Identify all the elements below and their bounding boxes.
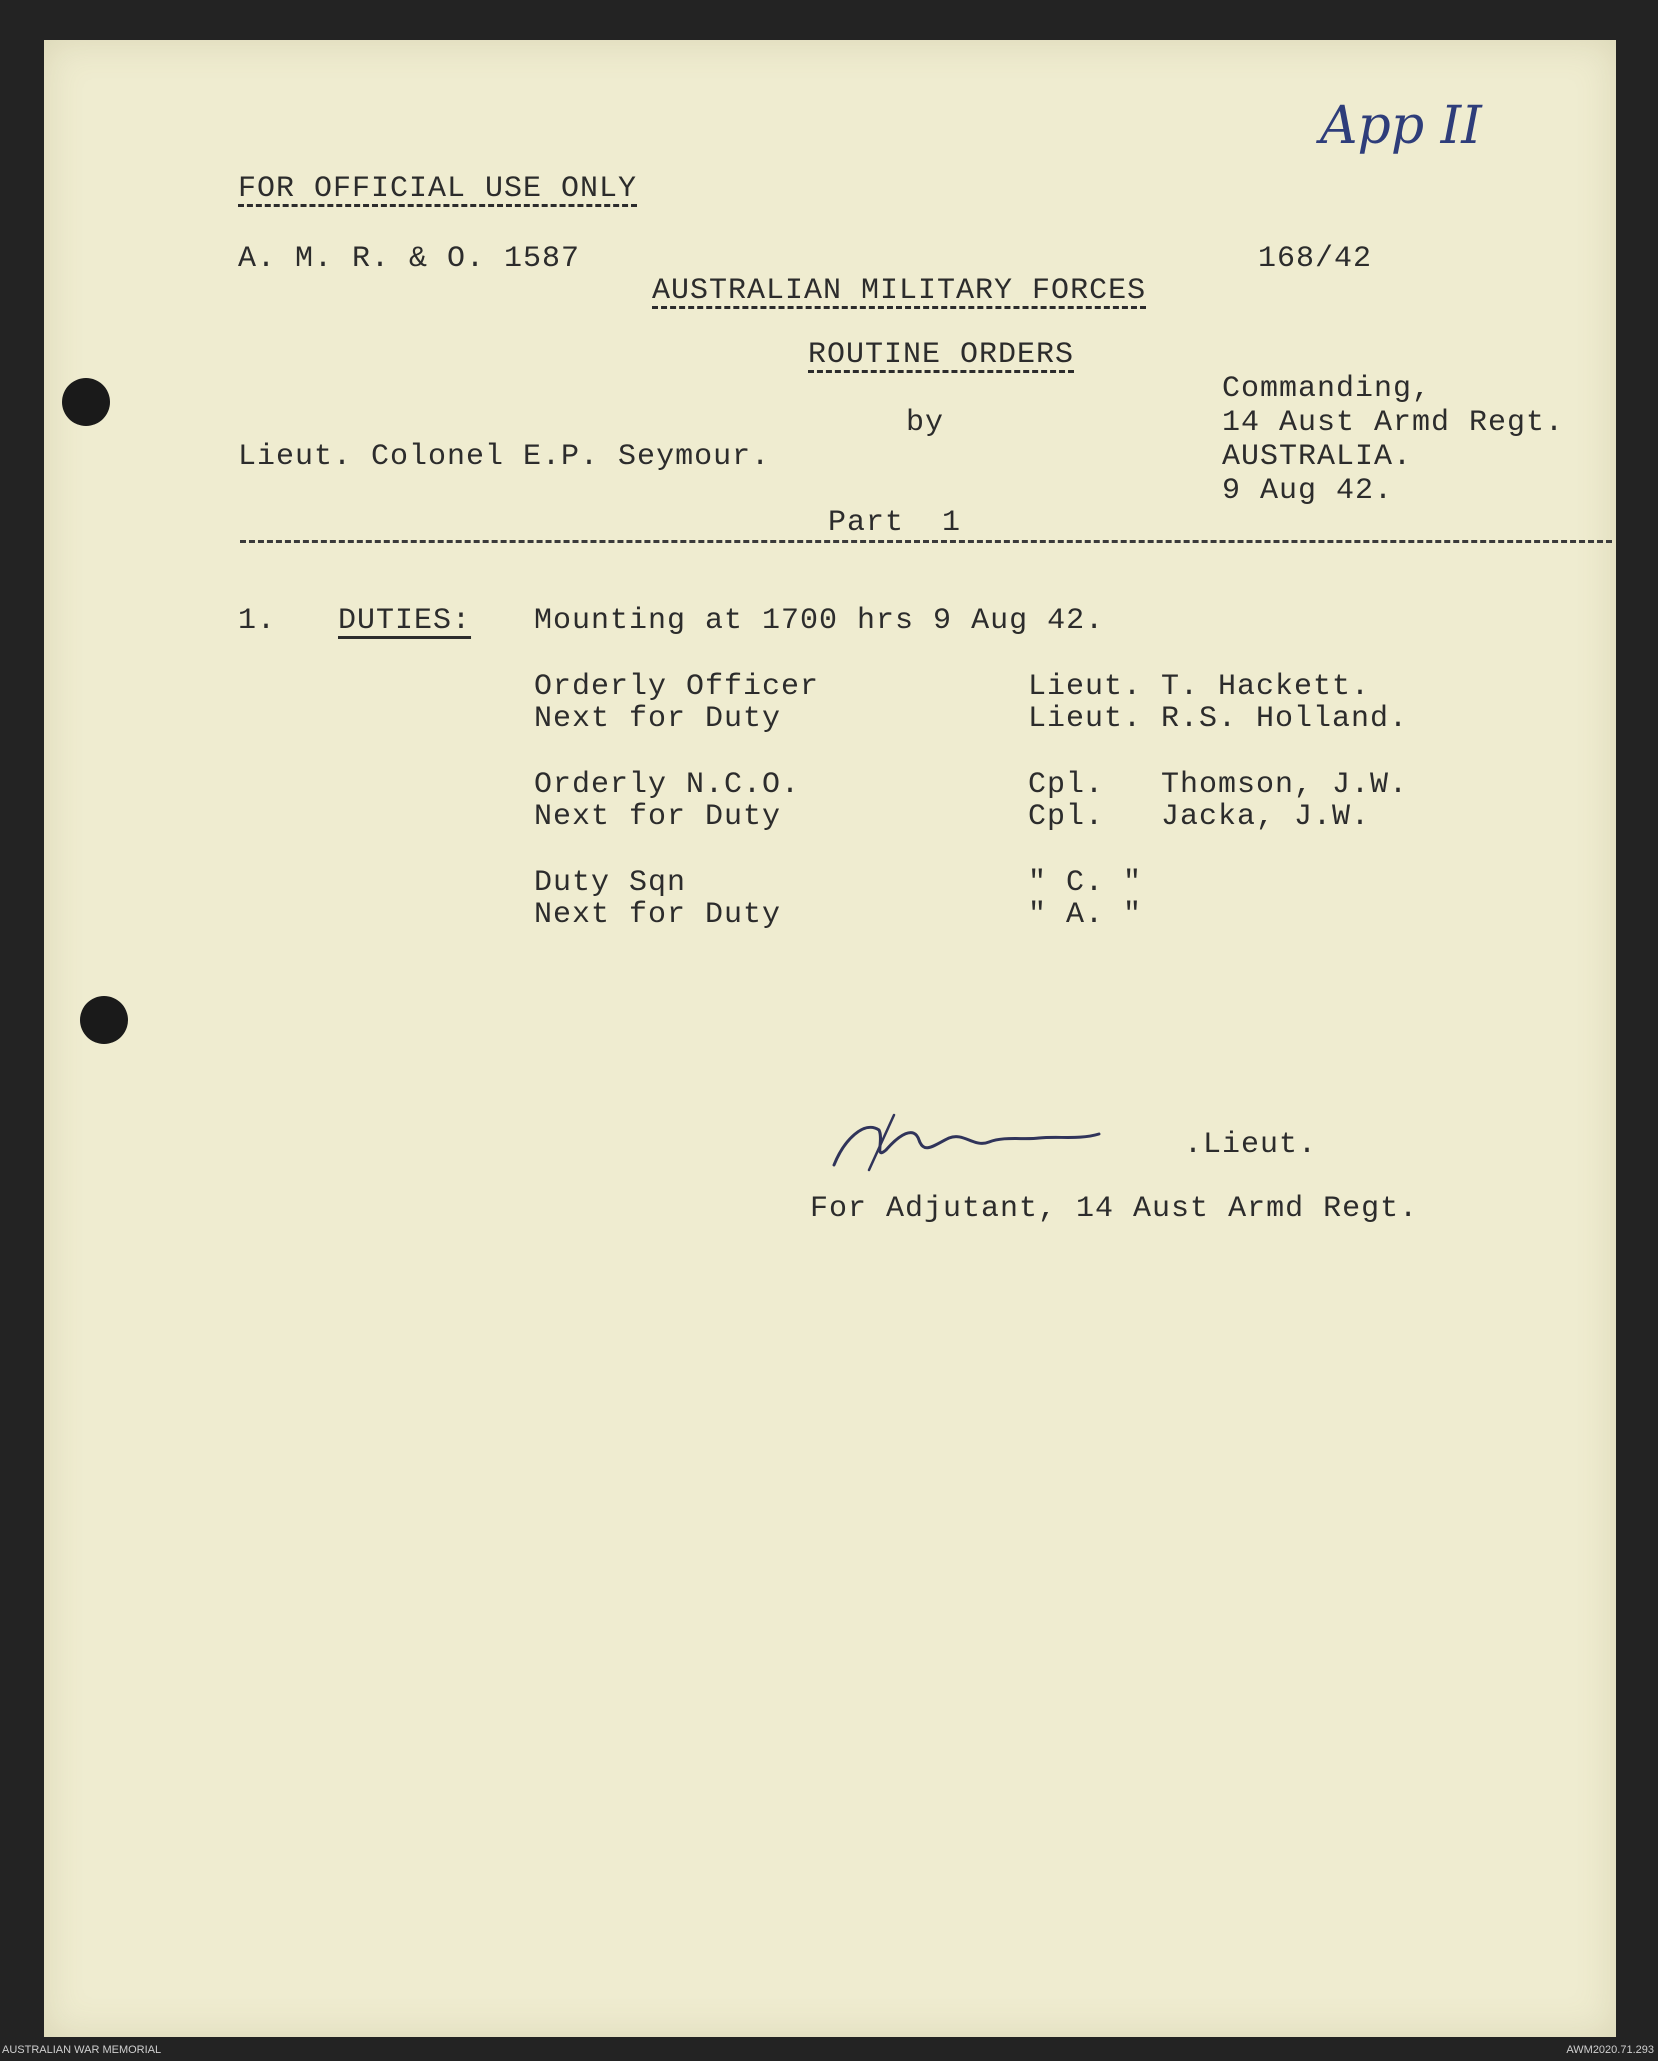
handwritten-signature (824, 1110, 1114, 1180)
duty-row-label: Orderly Officer (534, 670, 820, 704)
duty-row-value: Cpl. Thomson, J.W. (1028, 768, 1409, 802)
duty-row-label: Next for Duty (534, 702, 782, 736)
duty-row-value: Lieut. R.S. Holland. (1028, 702, 1409, 736)
signature-rank: .Lieut. (1184, 1128, 1318, 1162)
amr-reference: A. M. R. & O. 1587 (238, 242, 581, 276)
punch-hole-top (62, 378, 110, 426)
footer-archive-name: AUSTRALIAN WAR MEMORIAL (2, 2044, 162, 2056)
role-line-2: 14 Aust Armd Regt. (1222, 406, 1565, 440)
punch-hole-bottom (80, 996, 128, 1044)
forces-heading: AUSTRALIAN MILITARY FORCES (652, 274, 1147, 308)
duty-row-label: Duty Sqn (534, 866, 687, 900)
duties-heading: DUTIES: (338, 604, 472, 638)
duty-row-label: Orderly N.C.O. (534, 768, 801, 802)
commanding-officer: Lieut. Colonel E.P. Seymour. (238, 440, 771, 474)
role-line-4: 9 Aug 42. (1222, 474, 1394, 508)
by-label: by (906, 406, 945, 440)
footer-item-id: AWM2020.71.293 (1566, 2044, 1654, 2056)
duty-row-value: " A. " (1028, 898, 1143, 932)
signature-for-line: For Adjutant, 14 Aust Armd Regt. (810, 1192, 1419, 1226)
duty-row-value: Cpl. Jacka, J.W. (1028, 800, 1371, 834)
handwritten-reference: App II (1320, 96, 1482, 156)
classification-label: FOR OFFICIAL USE ONLY (238, 172, 638, 206)
part-label: Part 1 (828, 506, 962, 540)
document-title: ROUTINE ORDERS (808, 338, 1075, 372)
order-number: 168/42 (1258, 242, 1373, 276)
role-line-3: AUSTRALIA. (1222, 440, 1413, 474)
duty-row-value: Lieut. T. Hackett. (1028, 670, 1371, 704)
duty-row-label: Next for Duty (534, 800, 782, 834)
duty-row-label: Next for Duty (534, 898, 782, 932)
role-line-1: Commanding, (1222, 372, 1432, 406)
separator-line (240, 540, 1612, 549)
item-number: 1. (238, 604, 277, 638)
mounting-text: Mounting at 1700 hrs 9 Aug 42. (534, 604, 1105, 638)
duty-row-value: " C. " (1028, 866, 1143, 900)
